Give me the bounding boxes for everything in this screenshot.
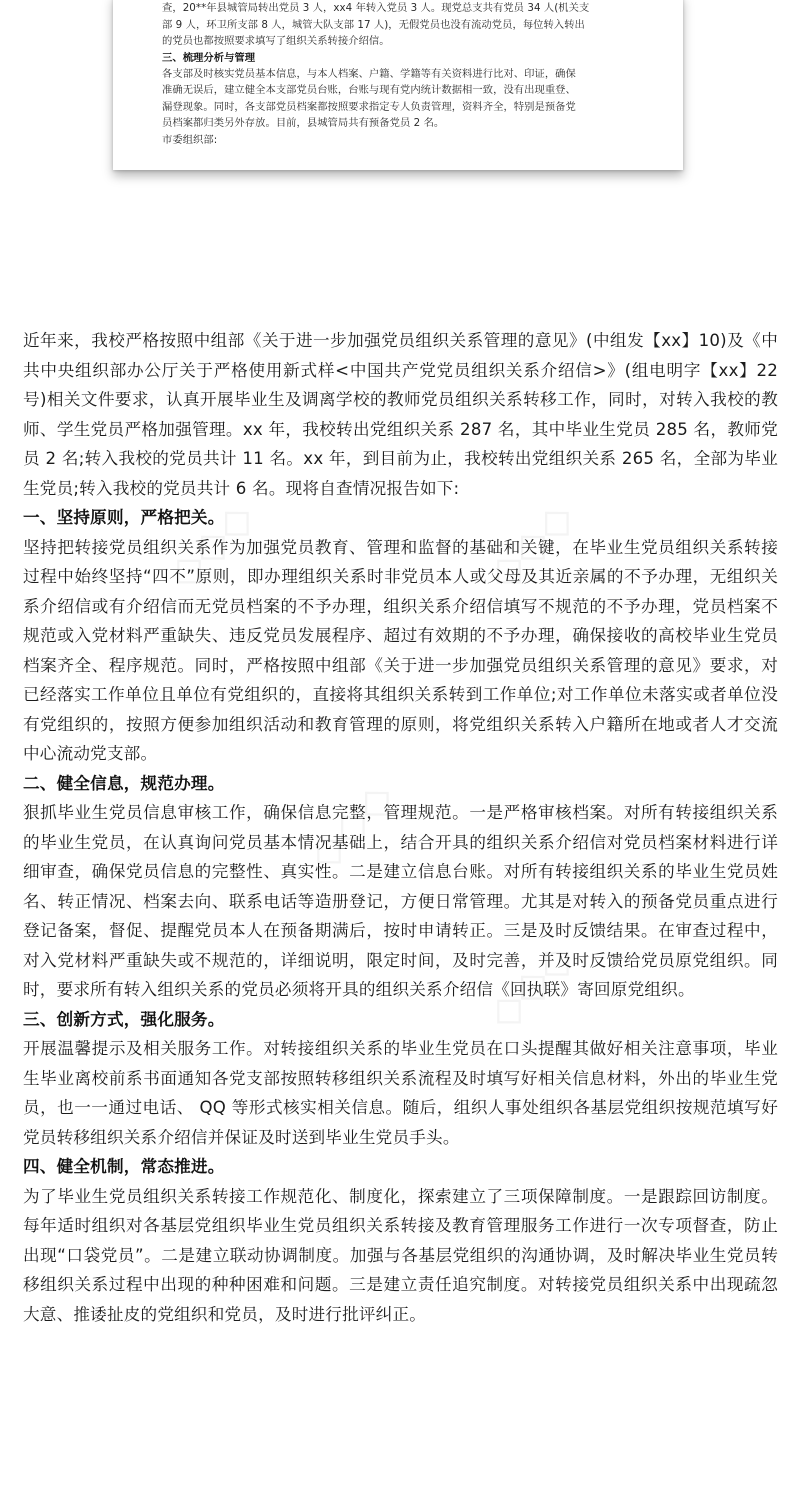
preview-signature: 市委组织部: [162,133,218,146]
document-body [23,326,778,1329]
preview-line: 各支部及时核实党员基本信息，与本人档案、户籍、学籍等有关资料进行比对、印证，确保 [162,68,576,81]
preview-line: 部 9 人，环卫所支部 8 人，城管大队支部 17 人)，无假党员也没有流动党员，每位转入转出 [162,18,585,31]
preview-text-block [162,0,642,148]
document-preview-card[interactable] [113,0,683,170]
section-body-4: 为了毕业生党员组织关系转接工作规范化、制度化，探索建立了三项保障制度。一是跟踪回访制度。每年适时组织对各基层党组织毕业生党员组织关系转接及教育管理服务工作进行一次专项督查，防止出现“口袋党员”。二是建立联动协调制度。加强与各基层党组织的沟通协调，及时解决毕业生党员转移组织关系过程中出现的种种困难和问题。三是建立责任追究制度。对转接党员组织关系中出现疏忽大意、推诿扯皮的党组织和党员，及时进行批评纠正。 [23,1186,778,1324]
preview-line: 查，20**年县城管局转出党员 3 人，xx4 年转入党员 3 人。现党总支共有党员 34 人(机关支 [162,2,590,15]
section-heading-3: 三、创新方式，强化服务。 [23,1009,225,1029]
document-preview-area [0,0,800,200]
preview-section-heading: 三、梳理分析与管理 [162,51,256,64]
intro-paragraph: 近年来，我校严格按照中组部《关于进一步加强党员组织关系管理的意见》(中组发【xx】10)及《中共中央组织部办公厅关于严格使用新式样<中国共产党党员组织关系介绍信>》(组电明字【xx】22 号)相关文件要求，认真开展毕业生及调离学校的教师党员组织关系转移工作，同时，对转入我校的教师、学生党员严格加强管理。xx 年，我校转出党组织关系 287 名，其中毕业生党员 285 名，教师党员 2 名;转入我校的党员共计 11 名。xx 年，到目前为止，我校转出党组织关系 265 名，全部为毕业生党员;转入我校的党员共计 6 名。现将自查情况报告如下: [23,331,778,498]
section-body-2: 狠抓毕业生党员信息审核工作，确保信息完整，管理规范。一是严格审核档案。对所有转接组织关系的毕业生党员，在认真询问党员基本情况基础上，结合开具的组织关系介绍信对党员档案材料进行详细审查，确保党员信息的完整性、真实性。二是建立信息台账。对所有转接组织关系的毕业生党员姓名、转正情况、档案去向、联系电话等造册登记，方便日常管理。尤其是对转入的预备党员重点进行登记备案，督促、提醒党员本人在预备期满后，按时申请转正。三是及时反馈结果。在审查过程中，对入党材料严重缺失或不规范的，详细说明，限定时间，及时完善，并及时反馈给党员原党组织。同时，要求所有转入组织关系的党员必须将开具的组织关系介绍信《回执联》寄回原党组织。 [23,803,778,999]
preview-line: 员档案都归类另外存放。目前，县城管局共有预备党员 2 名。 [162,117,445,130]
section-heading-1: 一、坚持原则，严格把关。 [23,508,225,527]
section-heading-4: 四、健全机制，常态推进。 [23,1157,225,1176]
section-body-1: 坚持把转接党员组织关系作为加强党员教育、管理和监督的基础和关键，在毕业生党员组织关系转接过程中始终坚持“四不”原则，即办理组织关系时非党员本人或父母及其近亲属的不予办理，无组织关系介绍信或有介绍信而无党员档案的不予办理，组织关系介绍信填写不规范的不予办理，党员档案不规范或入党材料严重缺失、违反党员发展程序、超过有效期的不予办理，确保接收的高校毕业生党员档案齐全、程序规范。同时，严格按照中组部《关于进一步加强党员组织关系管理的意见》要求，对已经落实工作单位且单位有党组织的，直接将其组织关系转到工作单位;对工作单位未落实或者单位没有党组织的，按照方便参加组织活动和教育管理的原则，将党组织关系转入户籍所在地或者人才交流中心流动党支部。 [23,537,778,763]
section-heading-2: 二、健全信息，规范办理。 [23,773,225,793]
section-body-3: 开展温馨提示及相关服务工作。对转接组织关系的毕业生党员在口头提醒其做好相关注意事项，毕业生毕业离校前系书面通知各党支部按照转移组织关系流程及时填写好相关信息材料，外出的毕业生党员，也一一通过电话、 QQ 等形式核实相关信息。随后，组织人事处组织各基层党组织按规范填写好党员转移组织关系介绍信并保证及时送到毕业生党员手头。 [23,1039,778,1147]
preview-line: 漏登现象。同时，各支部党员档案都按照要求指定专人负责管理，资料齐全，特别是预备党 [162,100,576,113]
preview-line: 的党员也都按照要求填写了组织关系转接介绍信。 [162,35,390,48]
preview-line: 准确无误后，建立健全本支部党员台账，台账与现有党内统计数据相一致，没有出现重登、 [162,84,576,97]
